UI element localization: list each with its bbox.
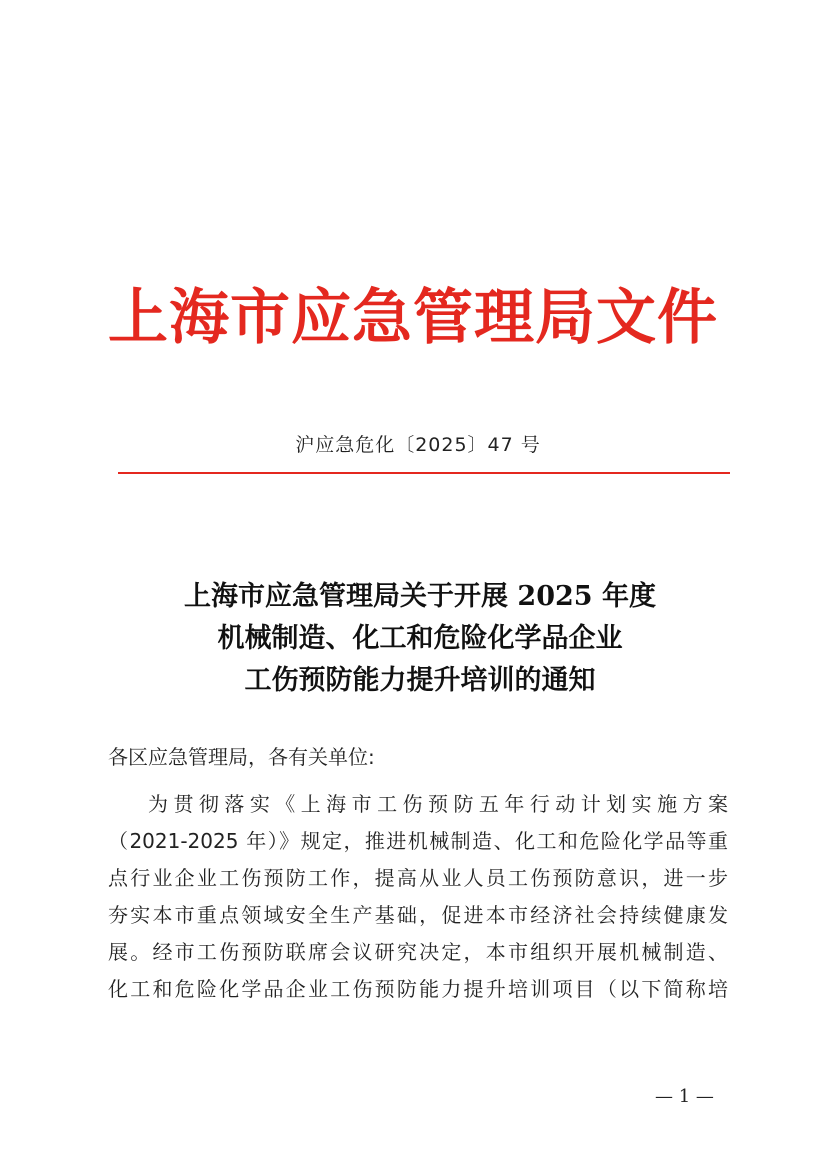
notice-title-line-3: 工伤预防能力提升培训的通知	[244, 665, 596, 696]
body-line: 夯实本市重点领域安全生产基础，促进本市经济社会持续健康发	[108, 903, 728, 927]
body-line: 为贯彻落实《上海市工伤预防五年行动计划实施方案	[148, 792, 728, 816]
red-divider-line	[118, 472, 730, 474]
body-line: 点行业企业工伤预防工作，提高从业人员工伤预防意识，进一步	[108, 866, 728, 890]
masthead-title: 上海市应急管理局文件	[108, 283, 718, 353]
body-line: （2021-2025 年）》规定，推进机械制造、化工和危险化学品等重	[108, 829, 728, 853]
salutation: 各区应急管理局，各有关单位:	[108, 745, 375, 769]
body-paragraph	[108, 786, 728, 1008]
notice-title	[0, 576, 826, 702]
page-number: — 1 —	[655, 1086, 714, 1107]
notice-title-line-2: 机械制造、化工和危险化学品企业	[217, 623, 623, 654]
notice-title-line-1: 上海市应急管理局关于开展 2025 年度	[184, 581, 656, 612]
document-number: 沪应急危化〔2025〕47 号	[295, 434, 541, 456]
body-line: 化工和危险化学品企业工伤预防能力提升培训项目（以下简称培	[108, 977, 728, 1001]
body-line: 展。经市工伤预防联席会议研究决定，本市组织开展机械制造、	[108, 940, 728, 964]
